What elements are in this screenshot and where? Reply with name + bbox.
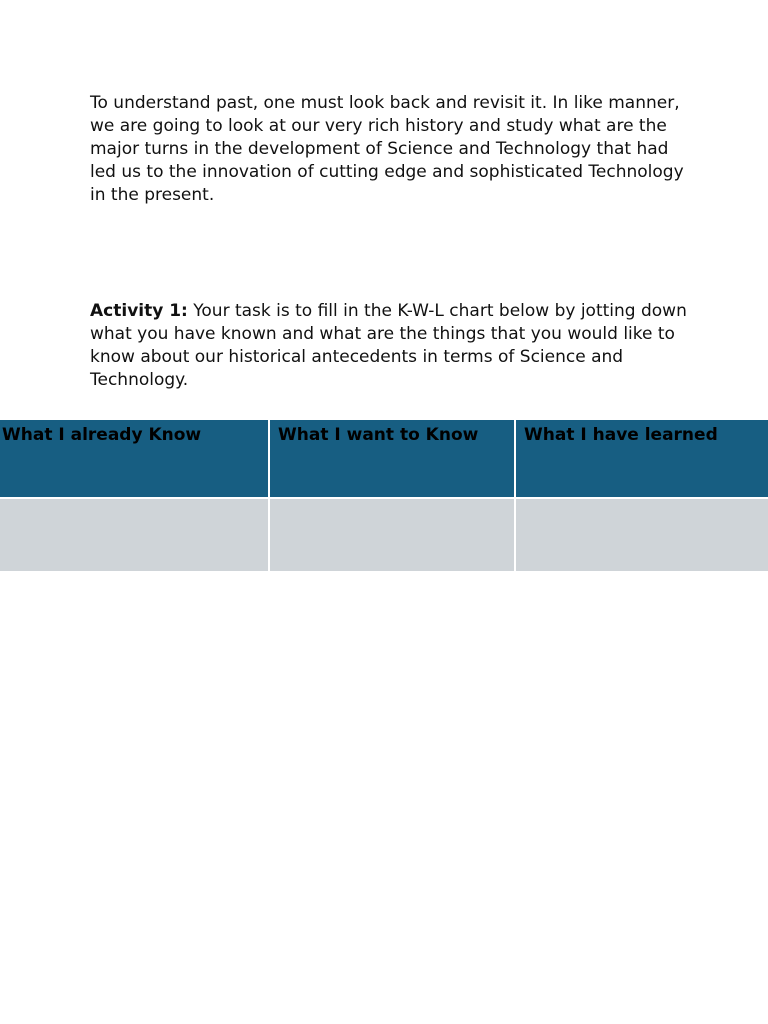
table-row bbox=[0, 498, 768, 572]
header-have-learned: What I have learned bbox=[515, 420, 768, 498]
activity-text: Your task is to fill in the K-W-L chart below by jotting down what you have known and what are the things that you would like to know about our historical antecedents in terms of Science and Technology. bbox=[90, 301, 687, 390]
activity-label: Activity 1: bbox=[90, 301, 188, 321]
kwl-chart-table bbox=[0, 420, 768, 573]
cell-already-know[interactable] bbox=[0, 498, 269, 572]
intro-paragraph: To understand past, one must look back and revisit it. In like manner, we are going to look at our very rich history and study what are the major turns in the development of Science and Technology that had led us to the innovation of cutting edge and sophisticated Technology in the present. bbox=[90, 93, 684, 205]
header-want-to-know: What I want to Know bbox=[269, 420, 515, 498]
kwl-header-row bbox=[0, 420, 768, 498]
cell-want-to-know[interactable] bbox=[269, 498, 515, 572]
cell-have-learned[interactable] bbox=[515, 498, 768, 572]
header-already-know: What I already Know bbox=[0, 420, 269, 498]
activity-instructions bbox=[90, 300, 690, 392]
